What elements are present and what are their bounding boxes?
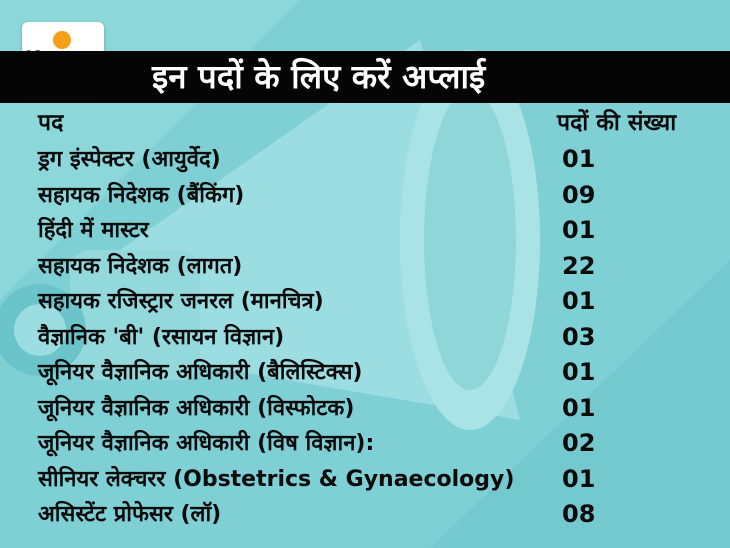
post-count: 01 <box>562 145 596 173</box>
post-name: ड्रग इंस्पेक्टर (आयुर्वेद) <box>38 147 221 172</box>
post-count: 09 <box>562 180 596 209</box>
post-count: 01 <box>562 358 596 386</box>
table-row <box>0 213 730 249</box>
post-count: 01 <box>562 287 596 315</box>
post-name: सहायक निदेशक (बैंकिंग) <box>38 182 245 208</box>
post-name: हिंदी में मास्टर <box>38 218 149 243</box>
post-name: सहायक निदेशक (लागत) <box>38 253 243 279</box>
post-name: जूनियर वैज्ञानिक अधिकारी (विस्फोटक) <box>38 395 355 421</box>
post-count: 01 <box>562 393 596 422</box>
post-count: 22 <box>562 251 596 280</box>
table-row <box>0 320 730 356</box>
post-name: जूनियर वैज्ञानिक अधिकारी (बैलिस्टिक्स) <box>38 360 363 385</box>
post-count: 01 <box>562 216 596 244</box>
post-name: सीनियर लेक्चरर (Obstetrics & Gynaecology) <box>38 466 515 492</box>
post-count: 02 <box>562 429 596 457</box>
column-header-post: पद <box>38 110 64 136</box>
table-row <box>0 462 730 498</box>
logo-sun-icon <box>53 31 71 49</box>
table-row <box>0 355 730 391</box>
page-title: इन पदों के लिए करें अप्लाई <box>152 57 486 96</box>
table-row <box>0 391 730 427</box>
column-header-count: पदों की संख्या <box>557 110 677 136</box>
table-row <box>0 497 730 533</box>
post-count: 03 <box>562 322 596 351</box>
post-name: असिस्टेंट प्रोफेसर (लॉ) <box>38 502 222 527</box>
post-count: 08 <box>562 500 596 528</box>
table-row <box>0 284 730 320</box>
table-row <box>0 178 730 214</box>
posts-table <box>0 142 730 533</box>
table-row <box>0 249 730 285</box>
post-name: सहायक रजिस्ट्रार जनरल (मानचित्र) <box>38 289 324 314</box>
post-name: वैज्ञानिक 'बी' (रसायन विज्ञान) <box>38 324 285 350</box>
post-name: जूनियर वैज्ञानिक अधिकारी (विष विज्ञान): <box>38 431 375 456</box>
post-count: 01 <box>562 464 596 493</box>
table-row <box>0 426 730 462</box>
table-row <box>0 142 730 178</box>
